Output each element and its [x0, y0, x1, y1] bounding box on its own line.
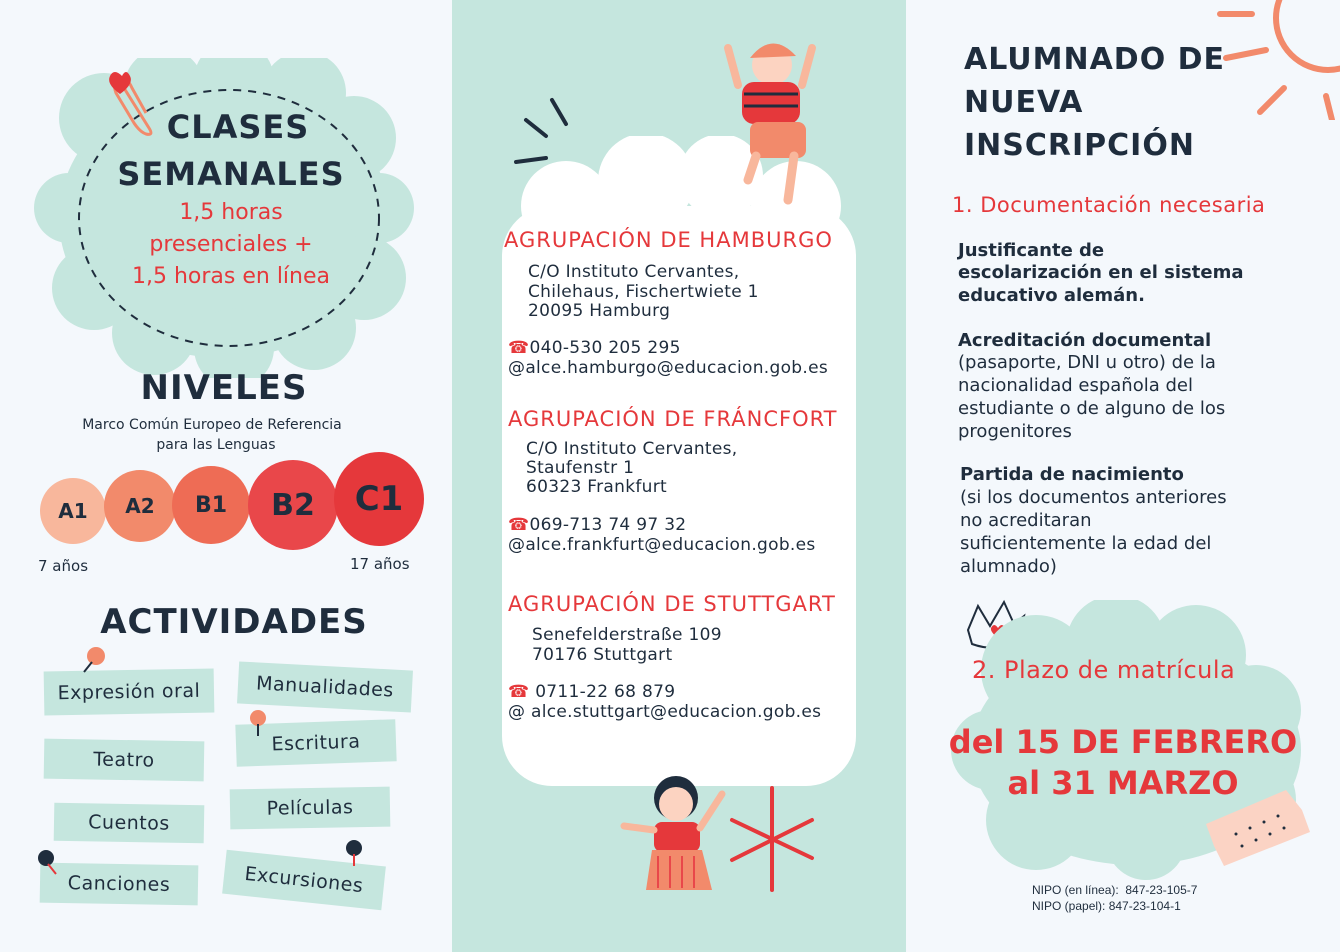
asterisk-icon [722, 780, 822, 900]
boy-illustration [720, 30, 820, 215]
activity-expresion-oral: Expresión oral [44, 669, 215, 716]
activity-manualidades: Manualidades [237, 661, 413, 712]
activity-canciones: Canciones [40, 863, 199, 906]
pushpin-icon [340, 836, 368, 868]
nipo-online: NIPO (en línea): 847-23-105-7 [1032, 883, 1198, 897]
stuttgart-phone: 0711-22 68 879 [535, 682, 676, 702]
doc3-title: Partida de nacimiento [960, 464, 1184, 485]
phone-icon: ☎ [508, 682, 536, 702]
group-title-stuttgart: AGRUPACIÓN DE STUTTGART [508, 592, 836, 616]
level-a1: A1 [40, 478, 106, 544]
classes-line-2: presenciales + [149, 232, 313, 257]
classes-title-1: CLASES [166, 108, 310, 146]
deadline-line-1: del 15 DE FEBRERO [948, 723, 1298, 761]
stuttgart-email[interactable]: alce.stuttgart@educacion.gob.es [531, 702, 822, 722]
level-a2: A2 [104, 470, 176, 542]
doc2-line-1: (pasaporte, DNI u otro) de la [958, 352, 1216, 373]
right-title-2: NUEVA [964, 85, 1084, 120]
hamburgo-address-3: 20095 Hamburg [528, 301, 671, 321]
doc3-line-3: suficientemente la edad del [960, 533, 1212, 554]
doc2-line-3: estudiante o de alguno de los [958, 398, 1226, 419]
at-icon: @ [508, 702, 532, 722]
pushpin-icon [244, 706, 272, 738]
level-b1: B1 [172, 466, 250, 544]
phone-icon: ☎ [508, 515, 530, 535]
deadline-line-2: al 31 MARZO [1007, 764, 1239, 802]
nipo-paper: NIPO (papel): 847-23-104-1 [1032, 899, 1181, 913]
doc2-line-2: nacionalidad española del [958, 375, 1193, 396]
doc1-line-2: escolarización en el sistema [958, 262, 1244, 283]
hamburgo-phone: 040-530 205 295 [529, 338, 681, 358]
at-icon: @ [508, 535, 526, 555]
stuttgart-address-2: 70176 Stuttgart [532, 645, 673, 665]
hamburgo-email-row [508, 358, 828, 378]
left-panel [0, 0, 452, 952]
francfort-address-2: Staufenstr 1 [526, 458, 635, 478]
age-min: 7 años [38, 557, 89, 575]
francfort-email[interactable]: alce.frankfurt@educacion.gob.es [525, 535, 816, 555]
francfort-address-3: 60323 Frankfurt [526, 477, 667, 497]
doc3-line-4: alumnado) [960, 556, 1057, 577]
phone-icon: ☎ [508, 338, 530, 358]
doc1-line-1: Justificante de [958, 240, 1105, 261]
levels-title: NIVELES [140, 368, 308, 408]
stuttgart-address-1: Senefelderstraße 109 [532, 625, 722, 645]
francfort-phone: 069-713 74 97 32 [529, 515, 687, 535]
classes-title-2: SEMANALES [117, 155, 345, 193]
stuttgart-phone-row [508, 682, 675, 702]
level-c1: C1 [334, 452, 424, 546]
right-title-3: INSCRIPCIÓN [964, 128, 1195, 163]
doc2-line-4: progenitores [958, 421, 1072, 442]
sparkle-icon [512, 96, 572, 166]
pushpin-icon [80, 644, 108, 676]
section-documentacion: 1. Documentación necesaria [952, 193, 1266, 217]
pushpin-icon [34, 846, 62, 878]
francfort-address-1: C/O Instituto Cervantes, [526, 439, 738, 459]
levels-subtitle-1: Marco Común Europeo de Referencia [82, 417, 342, 433]
doc1-line-3: educativo alemán. [958, 285, 1145, 306]
hamburgo-email[interactable]: alce.hamburgo@educacion.gob.es [525, 358, 829, 378]
doc3-line-2: no acreditaran [960, 510, 1092, 531]
activity-teatro: Teatro [44, 739, 205, 782]
francfort-phone-row [508, 515, 686, 535]
doc3-line-1: (si los documentos anteriores [960, 487, 1227, 508]
activity-peliculas: Películas [230, 787, 391, 830]
stuttgart-email-row [508, 702, 821, 722]
level-b2: B2 [248, 460, 338, 550]
at-icon: @ [508, 358, 526, 378]
francfort-email-row [508, 535, 816, 555]
hamburgo-address-2: Chilehaus, Fischertwiete 1 [528, 282, 759, 302]
middle-panel [452, 0, 906, 952]
classes-line-3: 1,5 horas en línea [131, 264, 331, 289]
age-max: 17 años [350, 555, 410, 573]
doc2-title: Acreditación documental [958, 330, 1212, 351]
right-panel [906, 0, 1340, 952]
right-title-1: ALUMNADO DE [964, 42, 1226, 77]
group-title-hamburgo: AGRUPACIÓN DE HAMBURGO [504, 228, 833, 252]
section-plazo: 2. Plazo de matrícula [972, 656, 1236, 684]
activity-cuentos: Cuentos [54, 803, 205, 844]
sun-icon [1216, 0, 1340, 120]
hamburgo-address-1: C/O Instituto Cervantes, [528, 262, 740, 282]
group-title-francfort: AGRUPACIÓN DE FRÁNCFORT [508, 407, 838, 431]
activity-escritura: Escritura [235, 719, 396, 767]
hamburgo-phone-row [508, 338, 681, 358]
activities-title: ACTIVIDADES [100, 602, 368, 642]
activity-excursiones: Excursiones [222, 850, 386, 910]
levels-subtitle-2: para las Lenguas [156, 437, 276, 453]
classes-line-1: 1,5 horas [179, 200, 283, 225]
